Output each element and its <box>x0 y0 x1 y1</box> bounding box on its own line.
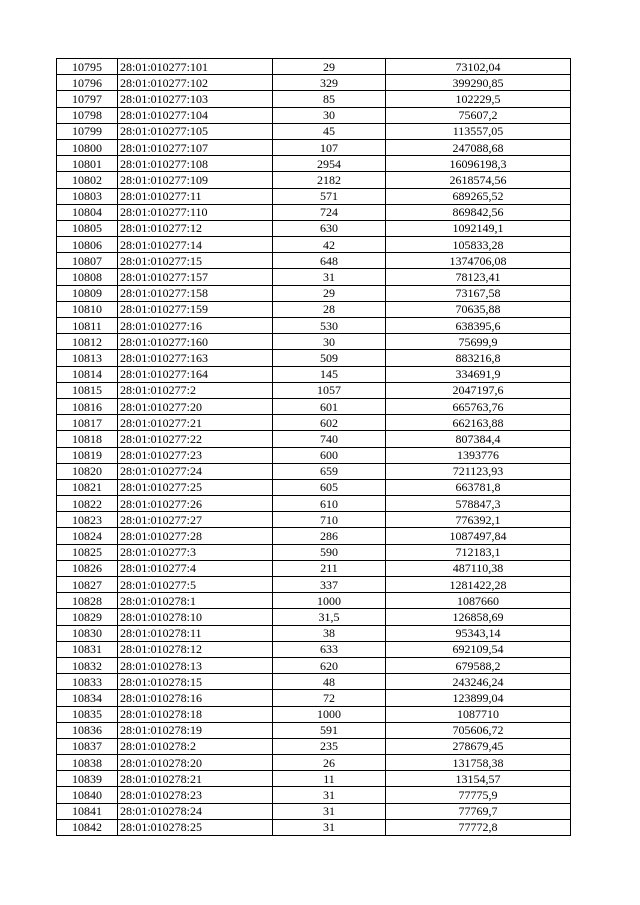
area-cell: 45 <box>273 123 386 139</box>
value-cell: 95343,14 <box>386 625 571 641</box>
row-number-cell: 10839 <box>57 771 118 787</box>
table-row <box>57 59 571 75</box>
row-number-cell: 10797 <box>57 91 118 107</box>
row-number-cell: 10811 <box>57 318 118 334</box>
row-number-cell: 10824 <box>57 528 118 544</box>
table-row <box>57 625 571 641</box>
table-row <box>57 318 571 334</box>
value-cell: 75607,2 <box>386 107 571 123</box>
row-number-cell: 10832 <box>57 657 118 673</box>
table-row <box>57 415 571 431</box>
row-number-cell: 10809 <box>57 285 118 301</box>
cadastral-number-cell: 28:01:010277:109 <box>118 172 273 188</box>
area-cell: 571 <box>273 188 386 204</box>
table-row <box>57 577 571 593</box>
value-cell: 638395,6 <box>386 318 571 334</box>
row-number-cell: 10795 <box>57 59 118 75</box>
value-cell: 1374706,08 <box>386 253 571 269</box>
row-number-cell: 10838 <box>57 755 118 771</box>
cadastral-number-cell: 28:01:010277:101 <box>118 59 273 75</box>
table-row <box>57 269 571 285</box>
value-cell: 692109,54 <box>386 641 571 657</box>
value-cell: 77775,9 <box>386 787 571 803</box>
row-number-cell: 10803 <box>57 188 118 204</box>
cadastral-number-cell: 28:01:010277:27 <box>118 512 273 528</box>
value-cell: 77772,8 <box>386 819 571 835</box>
area-cell: 530 <box>273 318 386 334</box>
value-cell: 578847,3 <box>386 496 571 512</box>
table-row <box>57 560 571 576</box>
table-row <box>57 156 571 172</box>
cadastral-number-cell: 28:01:010277:12 <box>118 220 273 236</box>
area-cell: 29 <box>273 285 386 301</box>
area-cell: 286 <box>273 528 386 544</box>
row-number-cell: 10815 <box>57 382 118 398</box>
cadastral-number-cell: 28:01:010277:104 <box>118 107 273 123</box>
cadastral-number-cell: 28:01:010277:25 <box>118 479 273 495</box>
value-cell: 278679,45 <box>386 738 571 754</box>
cadastral-number-cell: 28:01:010278:16 <box>118 690 273 706</box>
value-cell: 721123,93 <box>386 463 571 479</box>
cadastral-number-cell: 28:01:010277:5 <box>118 577 273 593</box>
value-cell: 883216,8 <box>386 350 571 366</box>
cadastral-number-cell: 28:01:010277:160 <box>118 334 273 350</box>
value-cell: 712183,1 <box>386 544 571 560</box>
area-cell: 28 <box>273 301 386 317</box>
cadastral-number-cell: 28:01:010278:10 <box>118 609 273 625</box>
cadastral-number-cell: 28:01:010278:13 <box>118 657 273 673</box>
row-number-cell: 10813 <box>57 350 118 366</box>
area-cell: 602 <box>273 415 386 431</box>
area-cell: 31 <box>273 819 386 835</box>
row-number-cell: 10799 <box>57 123 118 139</box>
row-number-cell: 10837 <box>57 738 118 754</box>
table-row <box>57 398 571 414</box>
cadastral-number-cell: 28:01:010277:22 <box>118 431 273 447</box>
cadastral-number-cell: 28:01:010277:3 <box>118 544 273 560</box>
table-row <box>57 690 571 706</box>
cadastral-number-cell: 28:01:010277:28 <box>118 528 273 544</box>
row-number-cell: 10802 <box>57 172 118 188</box>
area-cell: 26 <box>273 755 386 771</box>
row-number-cell: 10841 <box>57 803 118 819</box>
area-cell: 31 <box>273 787 386 803</box>
row-number-cell: 10828 <box>57 593 118 609</box>
row-number-cell: 10804 <box>57 204 118 220</box>
row-number-cell: 10800 <box>57 139 118 155</box>
area-cell: 724 <box>273 204 386 220</box>
area-cell: 211 <box>273 560 386 576</box>
cadastral-number-cell: 28:01:010278:2 <box>118 738 273 754</box>
table-row <box>57 107 571 123</box>
table-row <box>57 139 571 155</box>
value-cell: 1393776 <box>386 447 571 463</box>
area-cell: 620 <box>273 657 386 673</box>
cadastral-number-cell: 28:01:010278:12 <box>118 641 273 657</box>
area-cell: 42 <box>273 237 386 253</box>
area-cell: 600 <box>273 447 386 463</box>
row-number-cell: 10836 <box>57 722 118 738</box>
value-cell: 487110,38 <box>386 560 571 576</box>
area-cell: 1057 <box>273 382 386 398</box>
area-cell: 145 <box>273 366 386 382</box>
area-cell: 590 <box>273 544 386 560</box>
area-cell: 648 <box>273 253 386 269</box>
row-number-cell: 10840 <box>57 787 118 803</box>
table-row <box>57 382 571 398</box>
area-cell: 605 <box>273 479 386 495</box>
cadastral-number-cell: 28:01:010278:24 <box>118 803 273 819</box>
row-number-cell: 10822 <box>57 496 118 512</box>
row-number-cell: 10801 <box>57 156 118 172</box>
cadastral-number-cell: 28:01:010277:159 <box>118 301 273 317</box>
value-cell: 705606,72 <box>386 722 571 738</box>
value-cell: 776392,1 <box>386 512 571 528</box>
area-cell: 11 <box>273 771 386 787</box>
table-row <box>57 479 571 495</box>
area-cell: 2954 <box>273 156 386 172</box>
row-number-cell: 10816 <box>57 398 118 414</box>
row-number-cell: 10834 <box>57 690 118 706</box>
value-cell: 665763,76 <box>386 398 571 414</box>
row-number-cell: 10818 <box>57 431 118 447</box>
table-row <box>57 285 571 301</box>
area-cell: 107 <box>273 139 386 155</box>
row-number-cell: 10823 <box>57 512 118 528</box>
cadastral-number-cell: 28:01:010277:15 <box>118 253 273 269</box>
value-cell: 13154,57 <box>386 771 571 787</box>
value-cell: 131758,38 <box>386 755 571 771</box>
area-cell: 235 <box>273 738 386 754</box>
cadastral-number-cell: 28:01:010277:105 <box>118 123 273 139</box>
table-row <box>57 771 571 787</box>
area-cell: 85 <box>273 91 386 107</box>
table-row <box>57 544 571 560</box>
cadastral-number-cell: 28:01:010277:21 <box>118 415 273 431</box>
cadastral-number-cell: 28:01:010277:4 <box>118 560 273 576</box>
value-cell: 16096198,3 <box>386 156 571 172</box>
area-cell: 30 <box>273 107 386 123</box>
cadastral-number-cell: 28:01:010278:23 <box>118 787 273 803</box>
area-cell: 329 <box>273 75 386 91</box>
value-cell: 70635,88 <box>386 301 571 317</box>
table-row <box>57 91 571 107</box>
cadastral-number-cell: 28:01:010278:18 <box>118 706 273 722</box>
area-cell: 30 <box>273 334 386 350</box>
value-cell: 243246,24 <box>386 674 571 690</box>
cadastral-number-cell: 28:01:010277:23 <box>118 447 273 463</box>
row-number-cell: 10820 <box>57 463 118 479</box>
area-cell: 48 <box>273 674 386 690</box>
table-row <box>57 706 571 722</box>
area-cell: 633 <box>273 641 386 657</box>
cadastral-number-cell: 28:01:010277:14 <box>118 237 273 253</box>
area-cell: 659 <box>273 463 386 479</box>
value-cell: 75699,9 <box>386 334 571 350</box>
cadastral-number-cell: 28:01:010277:20 <box>118 398 273 414</box>
table-row <box>57 496 571 512</box>
row-number-cell: 10808 <box>57 269 118 285</box>
cadastral-number-cell: 28:01:010277:102 <box>118 75 273 91</box>
cadastral-number-cell: 28:01:010277:24 <box>118 463 273 479</box>
value-cell: 663781,8 <box>386 479 571 495</box>
row-number-cell: 10829 <box>57 609 118 625</box>
value-cell: 105833,28 <box>386 237 571 253</box>
table-row <box>57 463 571 479</box>
value-cell: 113557,05 <box>386 123 571 139</box>
row-number-cell: 10814 <box>57 366 118 382</box>
row-number-cell: 10798 <box>57 107 118 123</box>
value-cell: 2618574,56 <box>386 172 571 188</box>
area-cell: 29 <box>273 59 386 75</box>
value-cell: 1087660 <box>386 593 571 609</box>
value-cell: 123899,04 <box>386 690 571 706</box>
row-number-cell: 10812 <box>57 334 118 350</box>
cadastral-number-cell: 28:01:010277:26 <box>118 496 273 512</box>
value-cell: 77769,7 <box>386 803 571 819</box>
value-cell: 73167,58 <box>386 285 571 301</box>
row-number-cell: 10821 <box>57 479 118 495</box>
cadastral-number-cell: 28:01:010278:20 <box>118 755 273 771</box>
row-number-cell: 10806 <box>57 237 118 253</box>
cadastral-number-cell: 28:01:010278:19 <box>118 722 273 738</box>
table-row <box>57 237 571 253</box>
value-cell: 73102,04 <box>386 59 571 75</box>
cadastral-number-cell: 28:01:010277:11 <box>118 188 273 204</box>
value-cell: 399290,85 <box>386 75 571 91</box>
row-number-cell: 10807 <box>57 253 118 269</box>
cadastral-number-cell: 28:01:010278:1 <box>118 593 273 609</box>
table-row <box>57 123 571 139</box>
row-number-cell: 10817 <box>57 415 118 431</box>
area-cell: 630 <box>273 220 386 236</box>
area-cell: 601 <box>273 398 386 414</box>
table-row <box>57 301 571 317</box>
table-row <box>57 528 571 544</box>
row-number-cell: 10810 <box>57 301 118 317</box>
table-row <box>57 253 571 269</box>
value-cell: 1092149,1 <box>386 220 571 236</box>
cadastral-number-cell: 28:01:010278:21 <box>118 771 273 787</box>
value-cell: 869842,56 <box>386 204 571 220</box>
table-row <box>57 803 571 819</box>
area-cell: 31 <box>273 269 386 285</box>
row-number-cell: 10842 <box>57 819 118 835</box>
cadastral-number-cell: 28:01:010277:108 <box>118 156 273 172</box>
value-cell: 78123,41 <box>386 269 571 285</box>
cadastral-number-cell: 28:01:010278:15 <box>118 674 273 690</box>
area-cell: 38 <box>273 625 386 641</box>
table-row <box>57 350 571 366</box>
area-cell: 1000 <box>273 706 386 722</box>
cadastral-number-cell: 28:01:010278:11 <box>118 625 273 641</box>
value-cell: 662163,88 <box>386 415 571 431</box>
cadastral-number-cell: 28:01:010277:157 <box>118 269 273 285</box>
table-row <box>57 188 571 204</box>
row-number-cell: 10831 <box>57 641 118 657</box>
cadastral-number-cell: 28:01:010277:164 <box>118 366 273 382</box>
table-row <box>57 75 571 91</box>
cadastral-number-cell: 28:01:010277:158 <box>118 285 273 301</box>
value-cell: 679588,2 <box>386 657 571 673</box>
area-cell: 591 <box>273 722 386 738</box>
area-cell: 2182 <box>273 172 386 188</box>
cadastral-number-cell: 28:01:010277:103 <box>118 91 273 107</box>
table-row <box>57 738 571 754</box>
row-number-cell: 10796 <box>57 75 118 91</box>
area-cell: 72 <box>273 690 386 706</box>
cadastral-number-cell: 28:01:010277:16 <box>118 318 273 334</box>
value-cell: 2047197,6 <box>386 382 571 398</box>
value-cell: 1087710 <box>386 706 571 722</box>
cadastral-number-cell: 28:01:010277:110 <box>118 204 273 220</box>
area-cell: 1000 <box>273 593 386 609</box>
value-cell: 334691,9 <box>386 366 571 382</box>
row-number-cell: 10830 <box>57 625 118 641</box>
row-number-cell: 10835 <box>57 706 118 722</box>
cadastral-number-cell: 28:01:010278:25 <box>118 819 273 835</box>
cadastral-number-cell: 28:01:010277:2 <box>118 382 273 398</box>
table-row <box>57 204 571 220</box>
area-cell: 710 <box>273 512 386 528</box>
table-row <box>57 447 571 463</box>
cadastral-table <box>56 58 571 836</box>
cadastral-number-cell: 28:01:010277:163 <box>118 350 273 366</box>
value-cell: 807384,4 <box>386 431 571 447</box>
table-row <box>57 755 571 771</box>
table-row <box>57 593 571 609</box>
row-number-cell: 10826 <box>57 560 118 576</box>
area-cell: 31 <box>273 803 386 819</box>
value-cell: 102229,5 <box>386 91 571 107</box>
value-cell: 247088,68 <box>386 139 571 155</box>
row-number-cell: 10827 <box>57 577 118 593</box>
table-row <box>57 512 571 528</box>
area-cell: 337 <box>273 577 386 593</box>
row-number-cell: 10805 <box>57 220 118 236</box>
table-row <box>57 787 571 803</box>
row-number-cell: 10819 <box>57 447 118 463</box>
value-cell: 689265,52 <box>386 188 571 204</box>
table-body <box>57 59 571 836</box>
table-row <box>57 334 571 350</box>
table-row <box>57 609 571 625</box>
table-row <box>57 366 571 382</box>
area-cell: 31,5 <box>273 609 386 625</box>
row-number-cell: 10833 <box>57 674 118 690</box>
table-row <box>57 674 571 690</box>
value-cell: 1087497,84 <box>386 528 571 544</box>
table-row <box>57 172 571 188</box>
table-row <box>57 220 571 236</box>
table-row <box>57 641 571 657</box>
cadastral-number-cell: 28:01:010277:107 <box>118 139 273 155</box>
value-cell: 126858,69 <box>386 609 571 625</box>
value-cell: 1281422,28 <box>386 577 571 593</box>
area-cell: 509 <box>273 350 386 366</box>
table-row <box>57 431 571 447</box>
table-row <box>57 722 571 738</box>
row-number-cell: 10825 <box>57 544 118 560</box>
table-row <box>57 819 571 835</box>
table-row <box>57 657 571 673</box>
area-cell: 610 <box>273 496 386 512</box>
area-cell: 740 <box>273 431 386 447</box>
